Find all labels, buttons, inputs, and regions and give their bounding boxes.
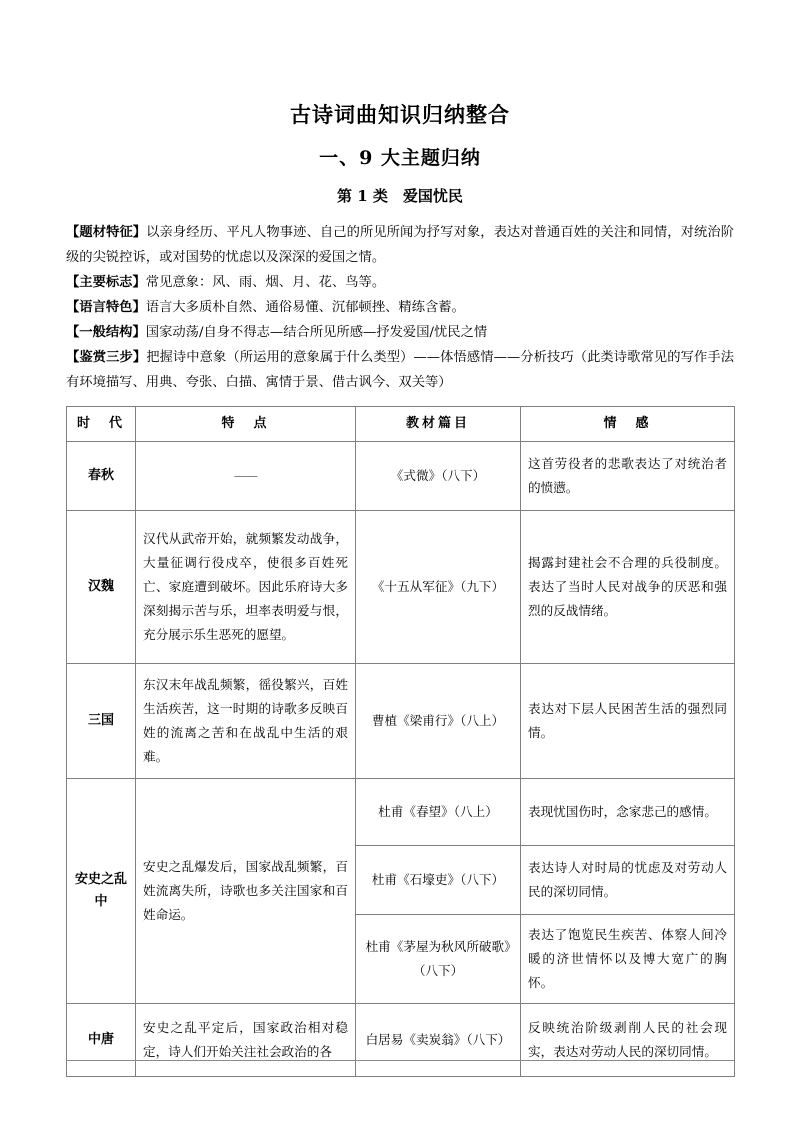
table-row [67, 1003, 735, 1076]
cell-feature: 东汉末年战乱频繁，徭役繁兴，百姓生活疾苦，这一时期的诗歌多反映百姓的流离之苦和在战乱中生活的艰难。 [136, 663, 356, 778]
intro-item-theme-features [66, 220, 734, 270]
cell-emotion: 表达对下层人民困苦生活的强烈同情。 [521, 663, 735, 778]
intro-text-language-style: 语言大多质朴自然、通俗易懂、沉郁顿挫、精练含蓄。 [145, 299, 465, 315]
cell-textbook: 曹植《梁甫行》（八上） [356, 663, 521, 778]
table-row [67, 663, 735, 778]
intro-paragraphs [66, 220, 734, 395]
table-row [67, 510, 735, 663]
intro-tag-main-markers: 【主要标志】 [66, 274, 146, 290]
table-row [67, 441, 735, 510]
cell-textbook: 《十五从军征》（九下） [356, 510, 521, 663]
cell-emotion: 反映统治阶级剥削人民的社会现实，表达对劳动人民的深切同情。 [521, 1003, 735, 1076]
page-title: 古诗词曲知识归纳整合 [290, 102, 510, 127]
intro-text-main-markers: 常见意象：风、雨、烟、月、花、鸟等。 [145, 274, 386, 290]
cell-feature: 安史之乱爆发后，国家战乱频繁，百姓流离失所，诗歌也多关注国家和百姓命运。 [136, 778, 356, 1003]
cell-textbook: 杜甫《茅屋为秋风所破歌》（八下） [356, 914, 521, 1003]
cell-era: 安史之乱中 [67, 778, 136, 1003]
cell-feature: —— [136, 441, 356, 510]
intro-item-general-structure [66, 320, 734, 345]
cell-textbook: 白居易《卖炭翁》（八下） [356, 1003, 521, 1076]
intro-tag-general-structure: 【一般结构】 [66, 324, 146, 340]
cell-textbook: 杜甫《石壕吏》（八下） [356, 845, 521, 914]
cell-emotion: 表达了饱览民生疾苦、体察人间冷暖的济世情怀以及博大宽广的胸怀。 [521, 914, 735, 1003]
cell-textbook: 《式微》（八下） [356, 441, 521, 510]
intro-tag-appreciation-steps: 【鉴赏三步】 [66, 349, 147, 365]
cell-era: 汉魏 [67, 510, 136, 663]
column-header-era: 时 代 [67, 406, 136, 441]
column-header-textbook: 教材篇目 [356, 406, 521, 441]
cell-feature: 汉代从武帝开始，就频繁发动战争，大量征调行役戍卒，使很多百姓死亡、家庭遭到破坏。因此乐府诗大多深刻揭示苦与乐，坦率表明爱与恨，充分展示乐生恶死的愿望。 [136, 510, 356, 663]
column-header-emotion: 情 感 [521, 406, 735, 441]
intro-item-language-style [66, 295, 734, 320]
intro-item-main-markers [66, 270, 734, 295]
table-row [67, 778, 735, 845]
intro-text-appreciation-steps: 把握诗中意象（所运用的意象属于什么类型）——体悟感情——分析技巧（此类诗歌常见的写作手法有环境描写、用典、夸张、白描、寓情于景、借古讽今、双关等） [66, 349, 735, 390]
cell-era: 中唐 [67, 1003, 136, 1076]
cell-era: 春秋 [67, 441, 136, 510]
intro-tag-language-style: 【语言特色】 [66, 299, 146, 315]
footer-divider [66, 1060, 734, 1061]
document-subtitle: 一、9 大主题归纳 [319, 147, 481, 170]
column-header-feature: 特 点 [136, 406, 356, 441]
intro-tag-theme-features: 【题材特征】 [66, 224, 147, 240]
table-header-row [67, 406, 735, 441]
cell-era: 三国 [67, 663, 136, 778]
intro-item-appreciation-steps [66, 345, 734, 395]
knowledge-table [66, 406, 735, 1077]
intro-text-general-structure: 国家动荡/自身不得志—结合所见所感—抒发爱国/忧民之情 [145, 324, 488, 340]
cell-textbook: 杜甫《春望》（八上） [356, 778, 521, 845]
cell-emotion: 这首劳役者的悲歌表达了对统治者的愤懑。 [521, 441, 735, 510]
intro-text-theme-features: 以亲身经历、平凡人物事迹、自己的所见所闻为抒写对象，表达对普通百姓的关注和同情，对统治阶级的尖锐控诉，或对国势的忧虑以及深深的爱国之情。 [66, 224, 735, 265]
cell-emotion: 揭露封建社会不合理的兵役制度。表达了当时人民对战争的厌恶和强烈的反战情绪。 [521, 510, 735, 663]
cell-emotion: 表达诗人对时局的忧虑及对劳动人民的深切同情。 [521, 845, 735, 914]
section-heading: 第 1 类 爱国忧民 [337, 187, 463, 205]
cell-feature: 安史之乱平定后，国家政治相对稳定，诗人们开始关注社会政治的各 [136, 1003, 356, 1076]
cell-emotion: 表现忧国伤时，念家悲己的感情。 [521, 778, 735, 845]
